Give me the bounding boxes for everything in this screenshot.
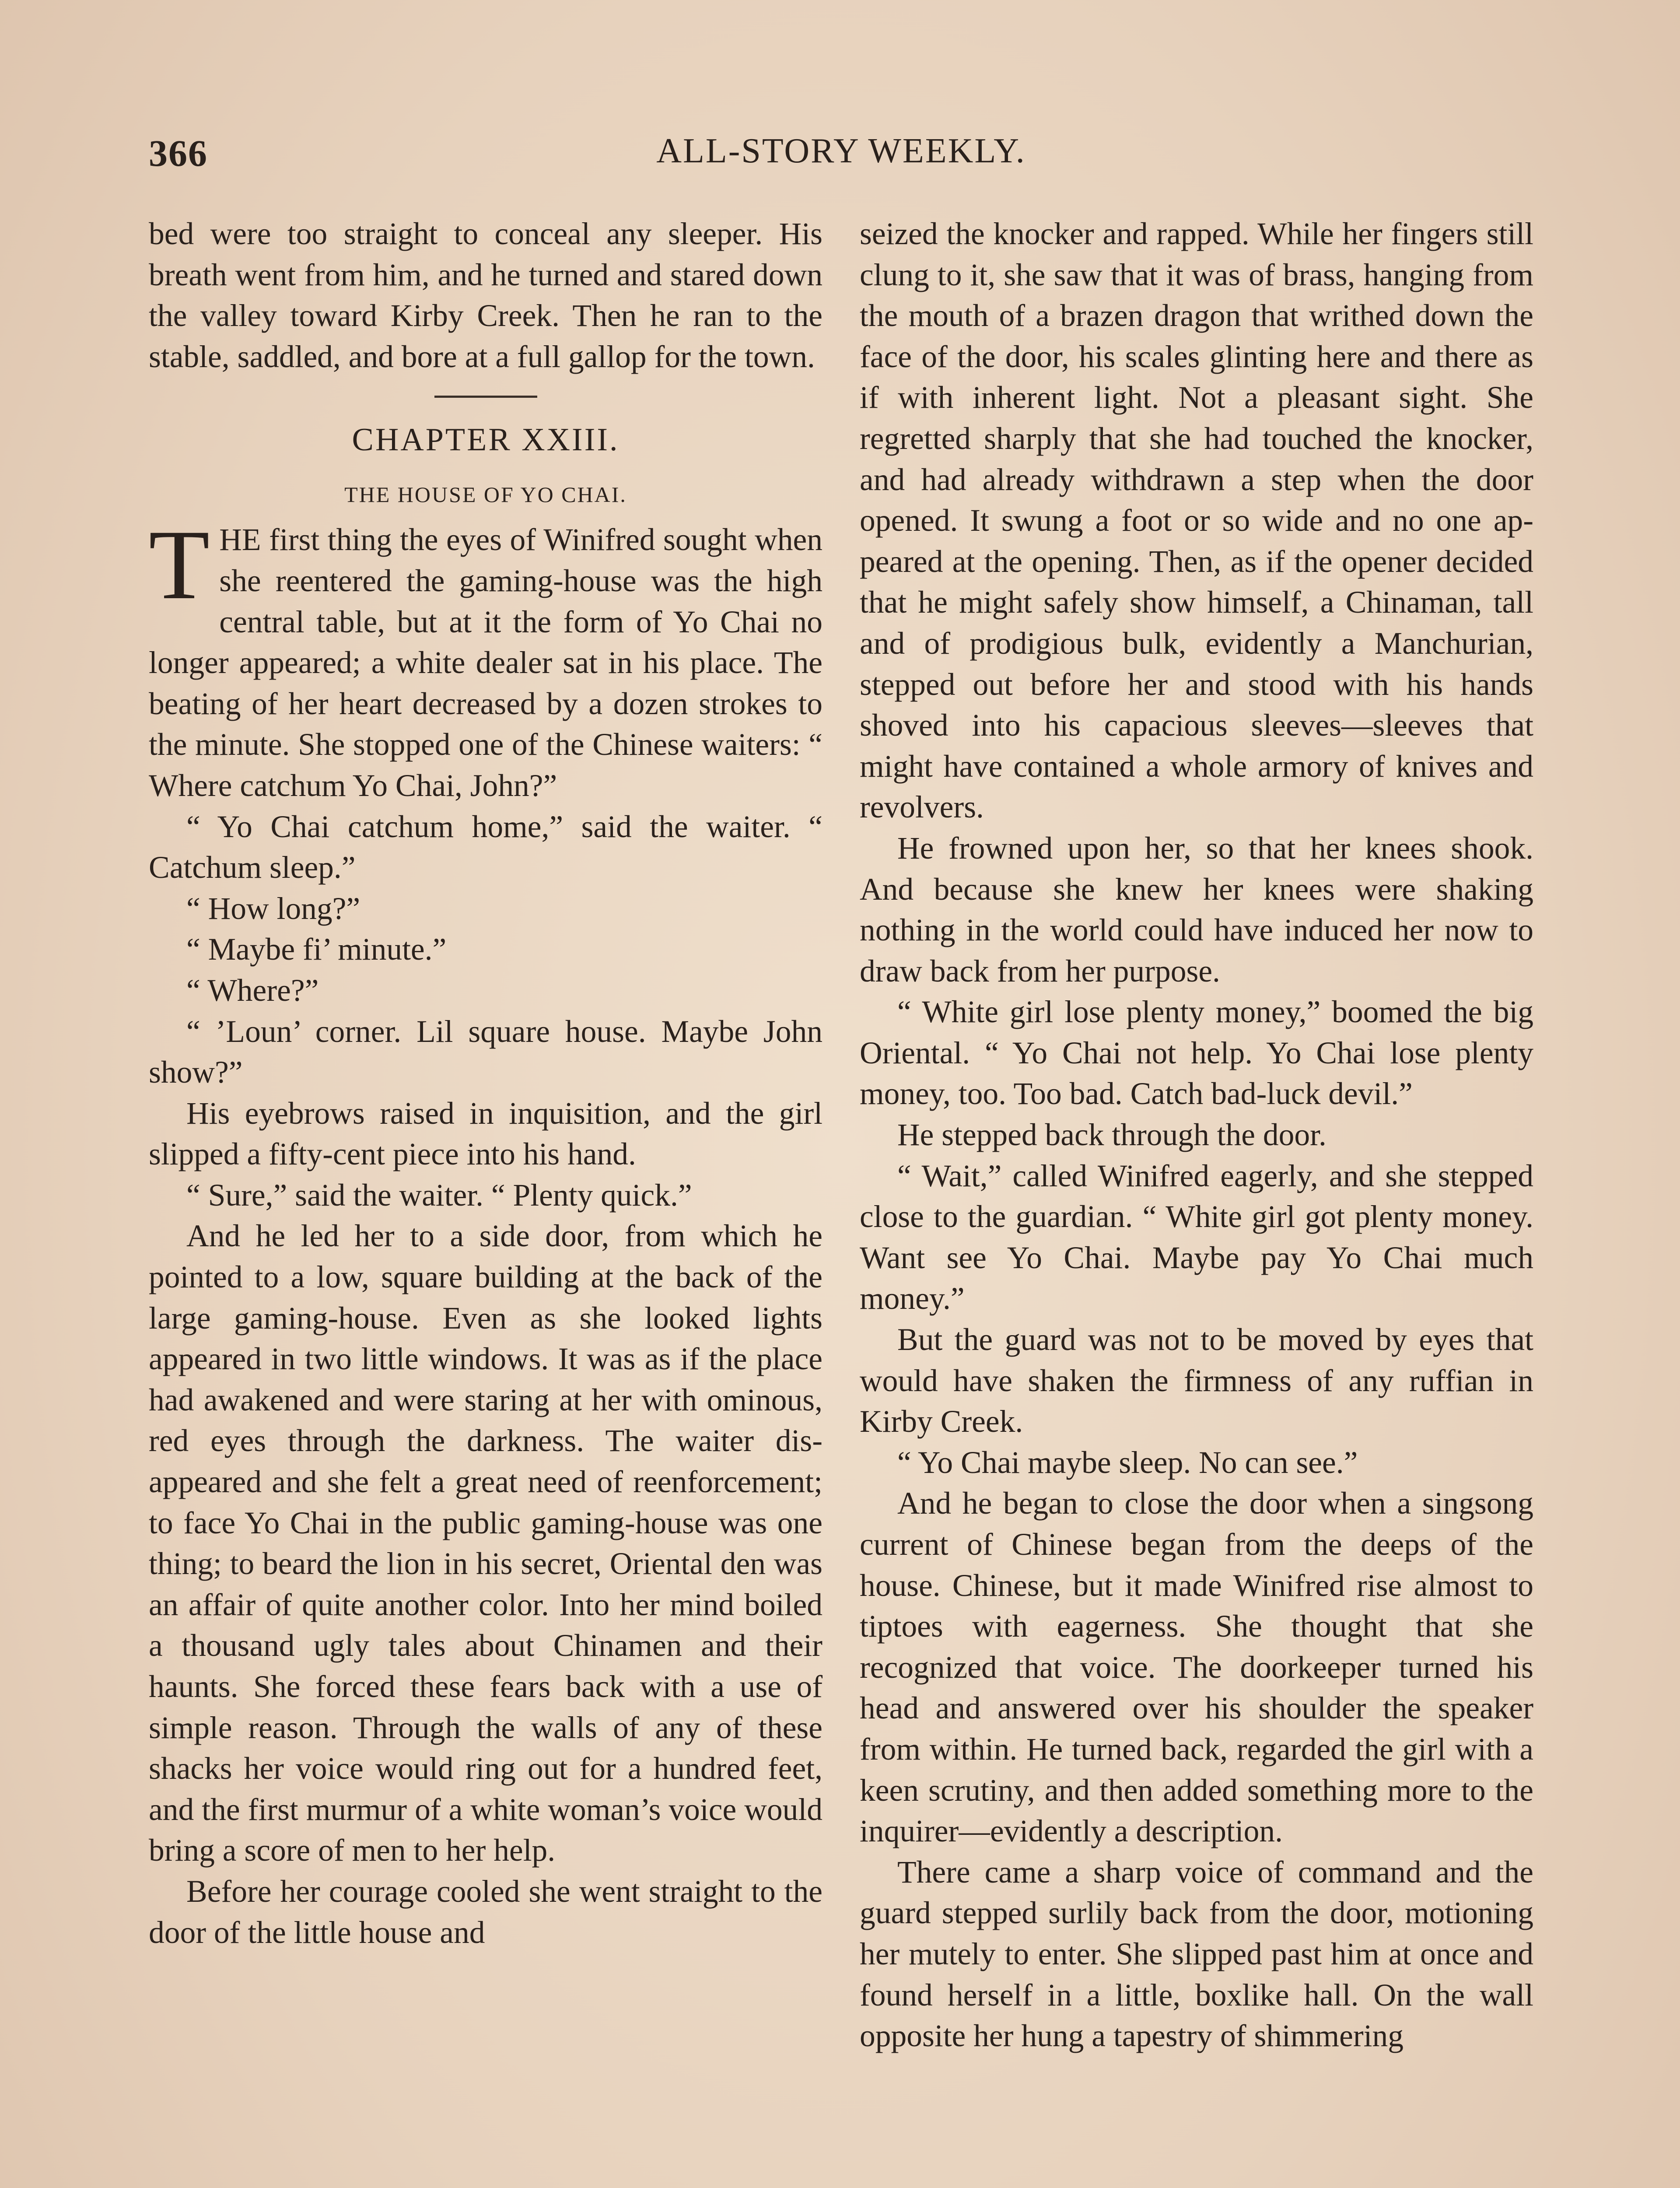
paragraph: “ Maybe fi’ minute.”	[186, 932, 447, 967]
paragraph: “ Sure,” said the waiter. “ Plenty quick.”	[186, 1178, 692, 1213]
paragraph: “ Yo Chai catchum home,” said the waiter. “ Catchum sleep.”	[149, 809, 822, 885]
paragraph: And he led her to a side door, from which he pointed to a low, square building at the back of the large gaming-house. Even as she looked lights appeared in two little windows. It was as if the place had awakened and were staring at her with ominous, red eyes through the darkness. The waiter disappeared and she felt a great need of reenforcement; to face Yo Chai in the public gaming-house was one thing; to beard the lion in his secret, Oriental den was an affair of quite another color. Into her mind boiled a thousand ugly tales about Chinamen and their haunts. She forced these fears back with a use of simple reason. Through the walls of any of these shacks her voice would ring out for a hundred feet, and the first murmur of a white woman’s voice would bring a score of men to her help.	[149, 1219, 822, 1868]
paragraph: seized the knocker and rapped. While her fingers still clung to it, she saw that it was of brass, hanging from the mouth of a brazen dragon that writhed down the face of the door, his scales glinting here and there as if with inherent light. Not a pleasant sight. She regretted sharply that she had touched the knocker, and had already withdrawn a step when the door opened. It swung a foot or so wide and no one appeared at the opening. Then, as if the opener decided that he might safely show himself, a Chinaman, tall and of prodigious bulk, evidently a Manchurian, stepped out before her and stood with his hands shoved into his capacious sleeves—sleeves that might have contained a whole armory of knives and revolvers.	[860, 217, 1533, 825]
paragraph: “ ’Loun’ corner. Lil square house. Maybe John show?”	[149, 1014, 822, 1090]
page-header	[149, 131, 1533, 179]
paragraph: His eyebrows raised in inquisition, and the girl slipped a fifty-cent piece into his hand.	[149, 1096, 822, 1172]
page-number: 366	[149, 132, 208, 174]
paragraph-text: HE first thing the eyes of Winifred sought when she reentered the gaming-house was the high central table, but at it the form of Yo Chai no longer appeared; a white dealer sat in his place. The beating of her heart decreased by a dozen strokes to the minute. She stopped one of the Chinese waiters: “ Where catchum Yo Chai, John?”	[149, 522, 822, 803]
paragraph: “ White girl lose plenty money,” boomed the big Oriental. “ Yo Chai not help. Yo Chai lose plenty money, too. Too bad. Catch bad-luck devil.”	[860, 995, 1533, 1112]
paragraph: But the guard was not to be moved by eyes that would have shaken the firmness of any ruffian in Kirby Creek.	[860, 1322, 1533, 1439]
paragraph: And he began to close the door when a singsong current of Chinese began from the deeps of the house. Chinese, but it made Winifred rise almost to tiptoes with eagerness. She thought that she recognized that voice. The doorkeeper turned his head and answered over his shoulder the speaker from within. He turned back, regarded the girl with a keen scrutiny, and then added something more to the inquirer—evidently a description.	[860, 1486, 1533, 1849]
right-column	[860, 214, 1533, 2057]
paragraph: “ Where?”	[186, 973, 319, 1008]
paragraph: bed were too straight to conceal any sleeper. His breath went from him, and he turned and stared down the valley toward Kirby Creek. Then he ran to the stable, saddled, and bore at a full gallop for the town.	[149, 217, 822, 374]
chapter-title: THE HOUSE OF YO CHAI.	[344, 482, 627, 507]
section-divider	[434, 396, 537, 398]
paragraph: “ Yo Chai maybe sleep. No can see.”	[897, 1445, 1358, 1480]
paragraph: Before her courage cooled she went straight to the door of the little house and	[149, 1874, 822, 1950]
running-head: ALL-STORY WEEKLY.	[656, 132, 1026, 170]
paragraph	[149, 510, 822, 806]
paragraph: There came a sharp voice of command and the guard stepped surlily back from the door, motioning her mutely to enter. She slipped past him at once and found herself in a little, boxlike hall. On the wall opposite her hung a tapestry of shimmering	[860, 1855, 1533, 2054]
paragraph: “ Wait,” called Winifred eagerly, and she stepped close to the guardian. “ White girl got plenty money. Want see Yo Chai. Maybe pay Yo Chai much money.”	[860, 1158, 1533, 1316]
drop-cap: T	[149, 510, 210, 621]
left-column	[149, 214, 822, 1953]
paragraph: “ How long?”	[186, 891, 360, 926]
paragraph: He stepped back through the door.	[897, 1118, 1326, 1153]
chapter-heading: CHAPTER XXIII.	[352, 422, 620, 458]
paragraph: He frowned upon her, so that her knees shook. And because she knew her knees were shaking nothing in the world could have induced her now to draw back from her purpose.	[860, 831, 1533, 989]
